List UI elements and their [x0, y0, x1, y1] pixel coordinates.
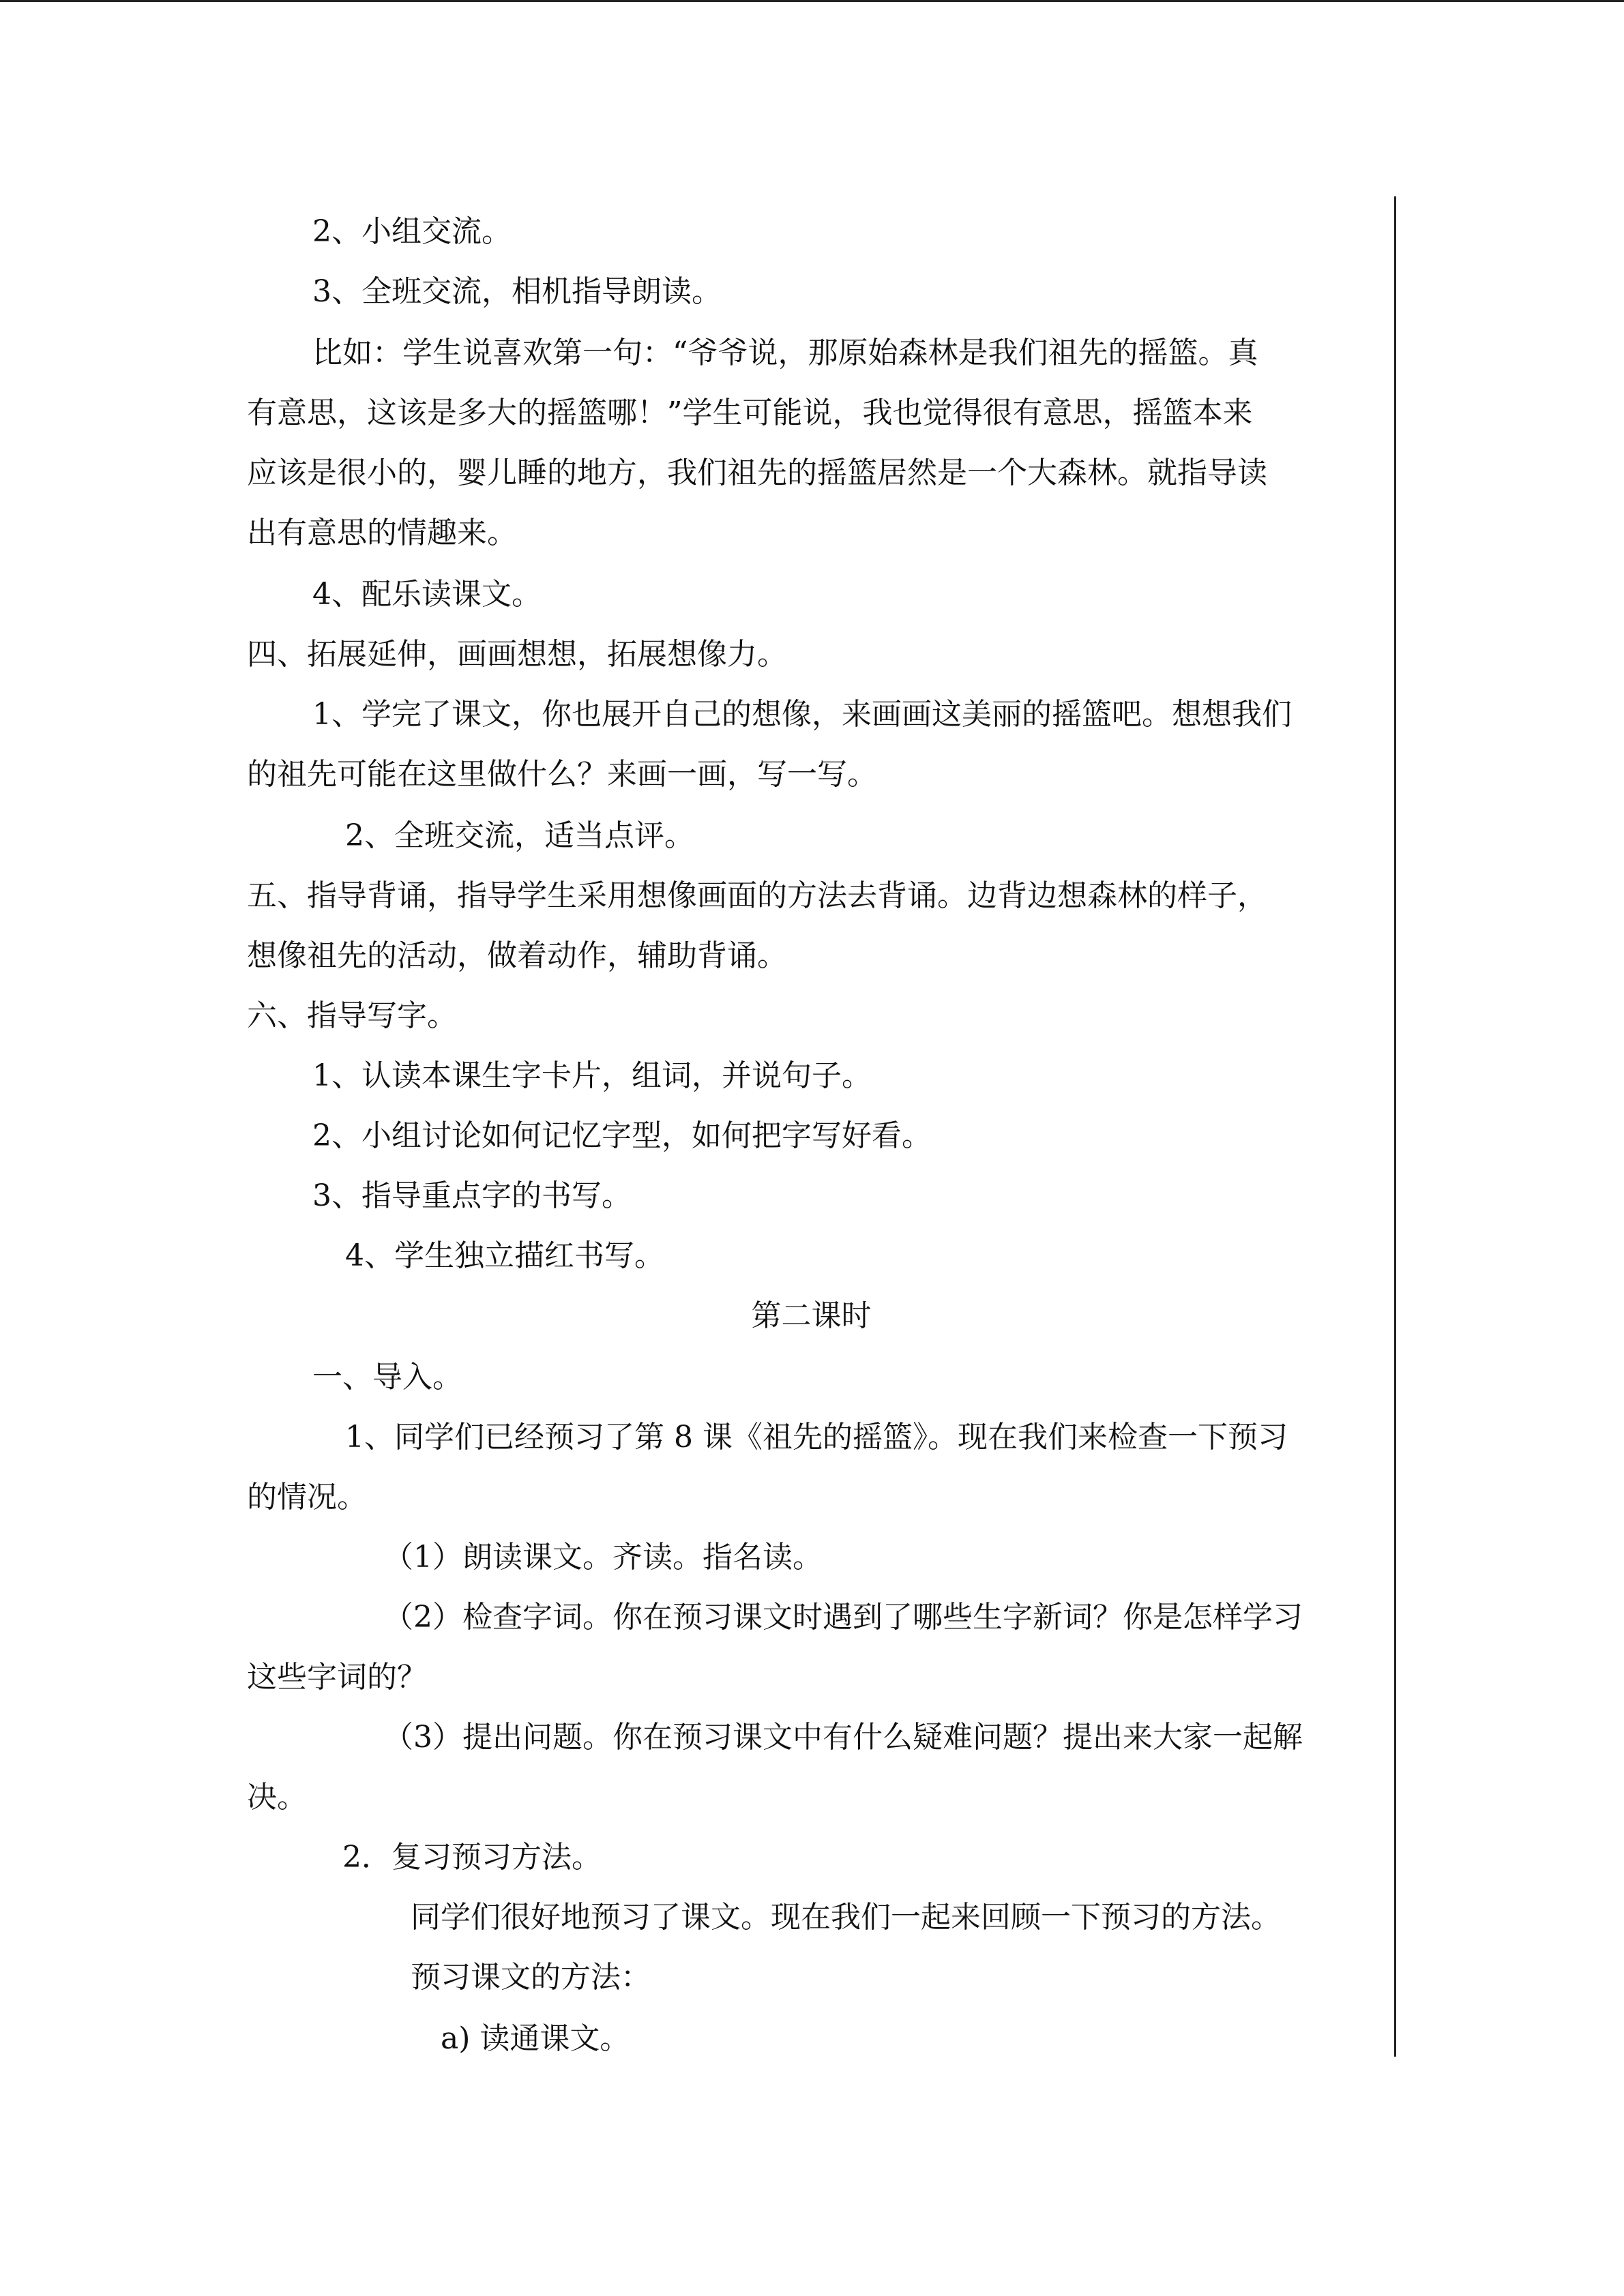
text-line: 这些字词的？ [247, 1660, 427, 1695]
text-line: 1、认读本课生字卡片，组词，并说句子。 [312, 1058, 872, 1093]
text-line: 3、指导重点字的书写。 [312, 1178, 632, 1213]
text-line: 应该是很小的，婴儿睡的地方，我们祖先的摇篮居然是一个大森林。就指导读 [247, 456, 1267, 490]
text-line: 的祖先可能在这里做什么？来画一画，写一写。 [247, 757, 877, 792]
text-line: 出有意思的情趣来。 [247, 516, 517, 550]
text-line: 4、学生独立描红书写。 [345, 1238, 664, 1273]
text-line: （3）提出问题。你在预习课文中有什么疑难问题？提出来大家一起解 [383, 1720, 1303, 1755]
text-line: 1、学完了课文，你也展开自己的想像，来画画这美丽的摇篮吧。想想我们 [312, 697, 1292, 732]
text-line: 2、小组交流。 [312, 214, 512, 249]
text-line: 2、全班交流，适当点评。 [345, 818, 694, 853]
text-line: 比如：学生说喜欢第一句：“爷爷说，那原始森林是我们祖先的摇篮。真 [312, 336, 1258, 370]
text-line: 决。 [247, 1780, 307, 1815]
text-line: 四、拓展延伸，画画想想，拓展想像力。 [247, 637, 787, 672]
text-line: 的情况。 [247, 1480, 367, 1515]
text-line: （1）朗读课文。齐读。指名读。 [383, 1540, 823, 1575]
text-line: 一、导入。 [312, 1360, 462, 1395]
text-line: 2．复习预习方法。 [342, 1840, 602, 1875]
text-line: 2、小组讨论如何记忆字型，如何把字写好看。 [312, 1118, 932, 1153]
section-heading: 第二课时 [751, 1298, 872, 1333]
text-line: 有意思，这该是多大的摇篮哪！”学生可能说，我也觉得很有意思，摇篮本来 [247, 396, 1253, 430]
text-line: 同学们很好地预习了课文。现在我们一起来回顾一下预习的方法。 [411, 1900, 1281, 1935]
text-line: 预习课文的方法： [411, 1960, 651, 1995]
text-line: 1、同学们已经预习了第 8 课《祖先的摇篮》。现在我们来检查一下预习 [345, 1420, 1288, 1455]
text-line: 六、指导写字。 [247, 998, 457, 1033]
text-line: 3、全班交流，相机指导朗读。 [312, 274, 722, 309]
text-line: （2）检查字词。你在预习课文时遇到了哪些生字新词？你是怎样学习 [383, 1600, 1303, 1635]
text-line: a) 读通课文。 [441, 2021, 630, 2056]
text-line: 五、指导背诵，指导学生采用想像画面的方法去背诵。边背边想森林的样子， [247, 878, 1267, 913]
text-line: 想像祖先的活动，做着动作，辅助背诵。 [247, 938, 787, 973]
text-line: 4、配乐读课文。 [312, 577, 542, 612]
